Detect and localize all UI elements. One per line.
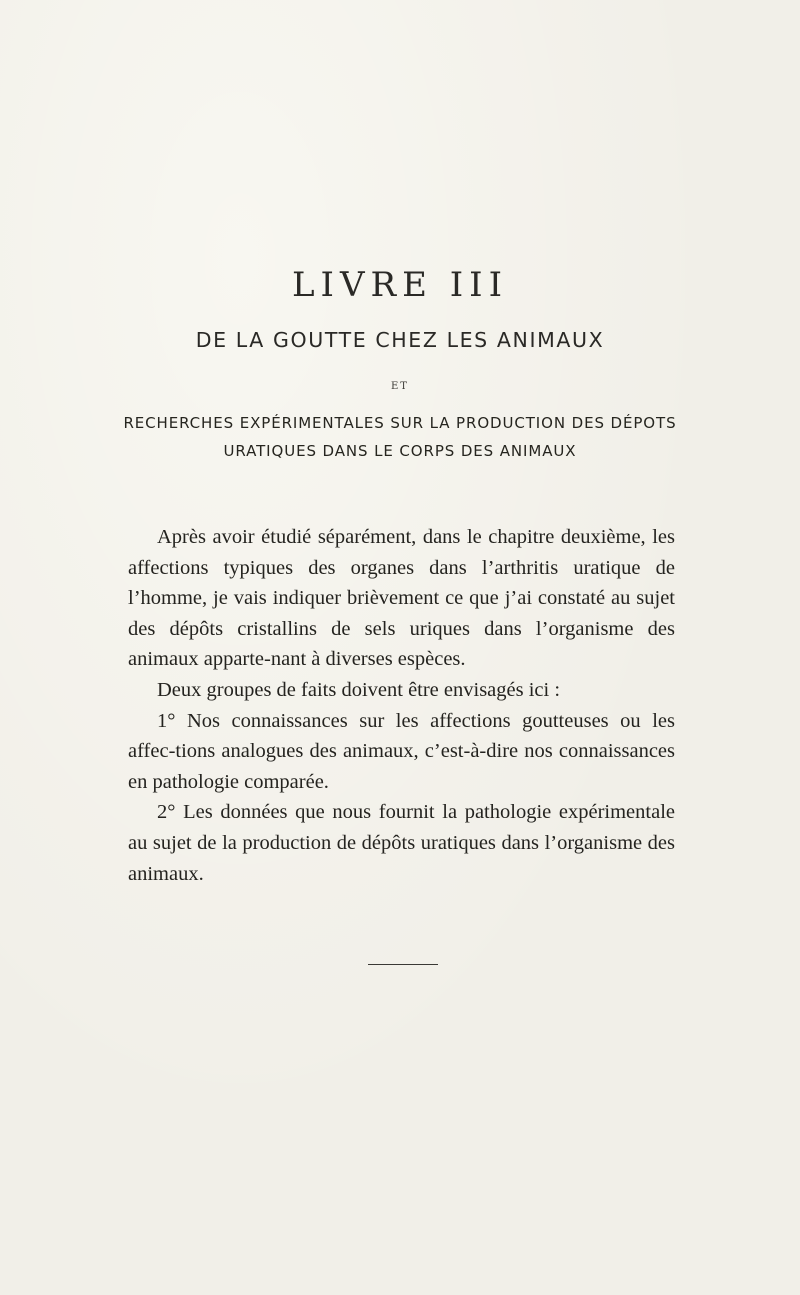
body-text [128,522,675,889]
section-divider [368,964,438,965]
paragraph-item-1: 1° Nos connaissances sur les affections goutteuses ou les affec-tions analogues des animaux, c’est-à-dire nos connaissances en pathologie comparée. [128,709,675,793]
paragraph-groups: Deux groupes de faits doivent être envisagés ici : [157,678,561,701]
paragraph-item-2: 2° Les données que nous fournit la pathologie expérimentale au sujet de la production de dépôts uratiques dans l’organisme des animaux. [128,801,675,885]
title-conjunction: ET [391,381,409,392]
chapter-title: DE LA GOUTTE CHEZ LES ANIMAUX [195,328,605,352]
subtitle-line-1: RECHERCHES EXPÉRIMENTALES SUR LA PRODUCTION DES DÉPOTS [123,414,677,432]
subtitle-line-2: URATIQUES DANS LE CORPS DES ANIMAUX [223,442,577,460]
book-title: LIVRE III [291,265,509,305]
paragraph-intro: Après avoir étudié séparément, dans le chapitre deuxième, les affections typiques des organes dans l’arthritis uratique de l’homme, je vais indiquer brièvement ce que j’ai constaté au sujet des dépôts cristallins de sels uriques dans l’organisme des animaux apparte-nant à diverses espèces. [128,526,675,671]
